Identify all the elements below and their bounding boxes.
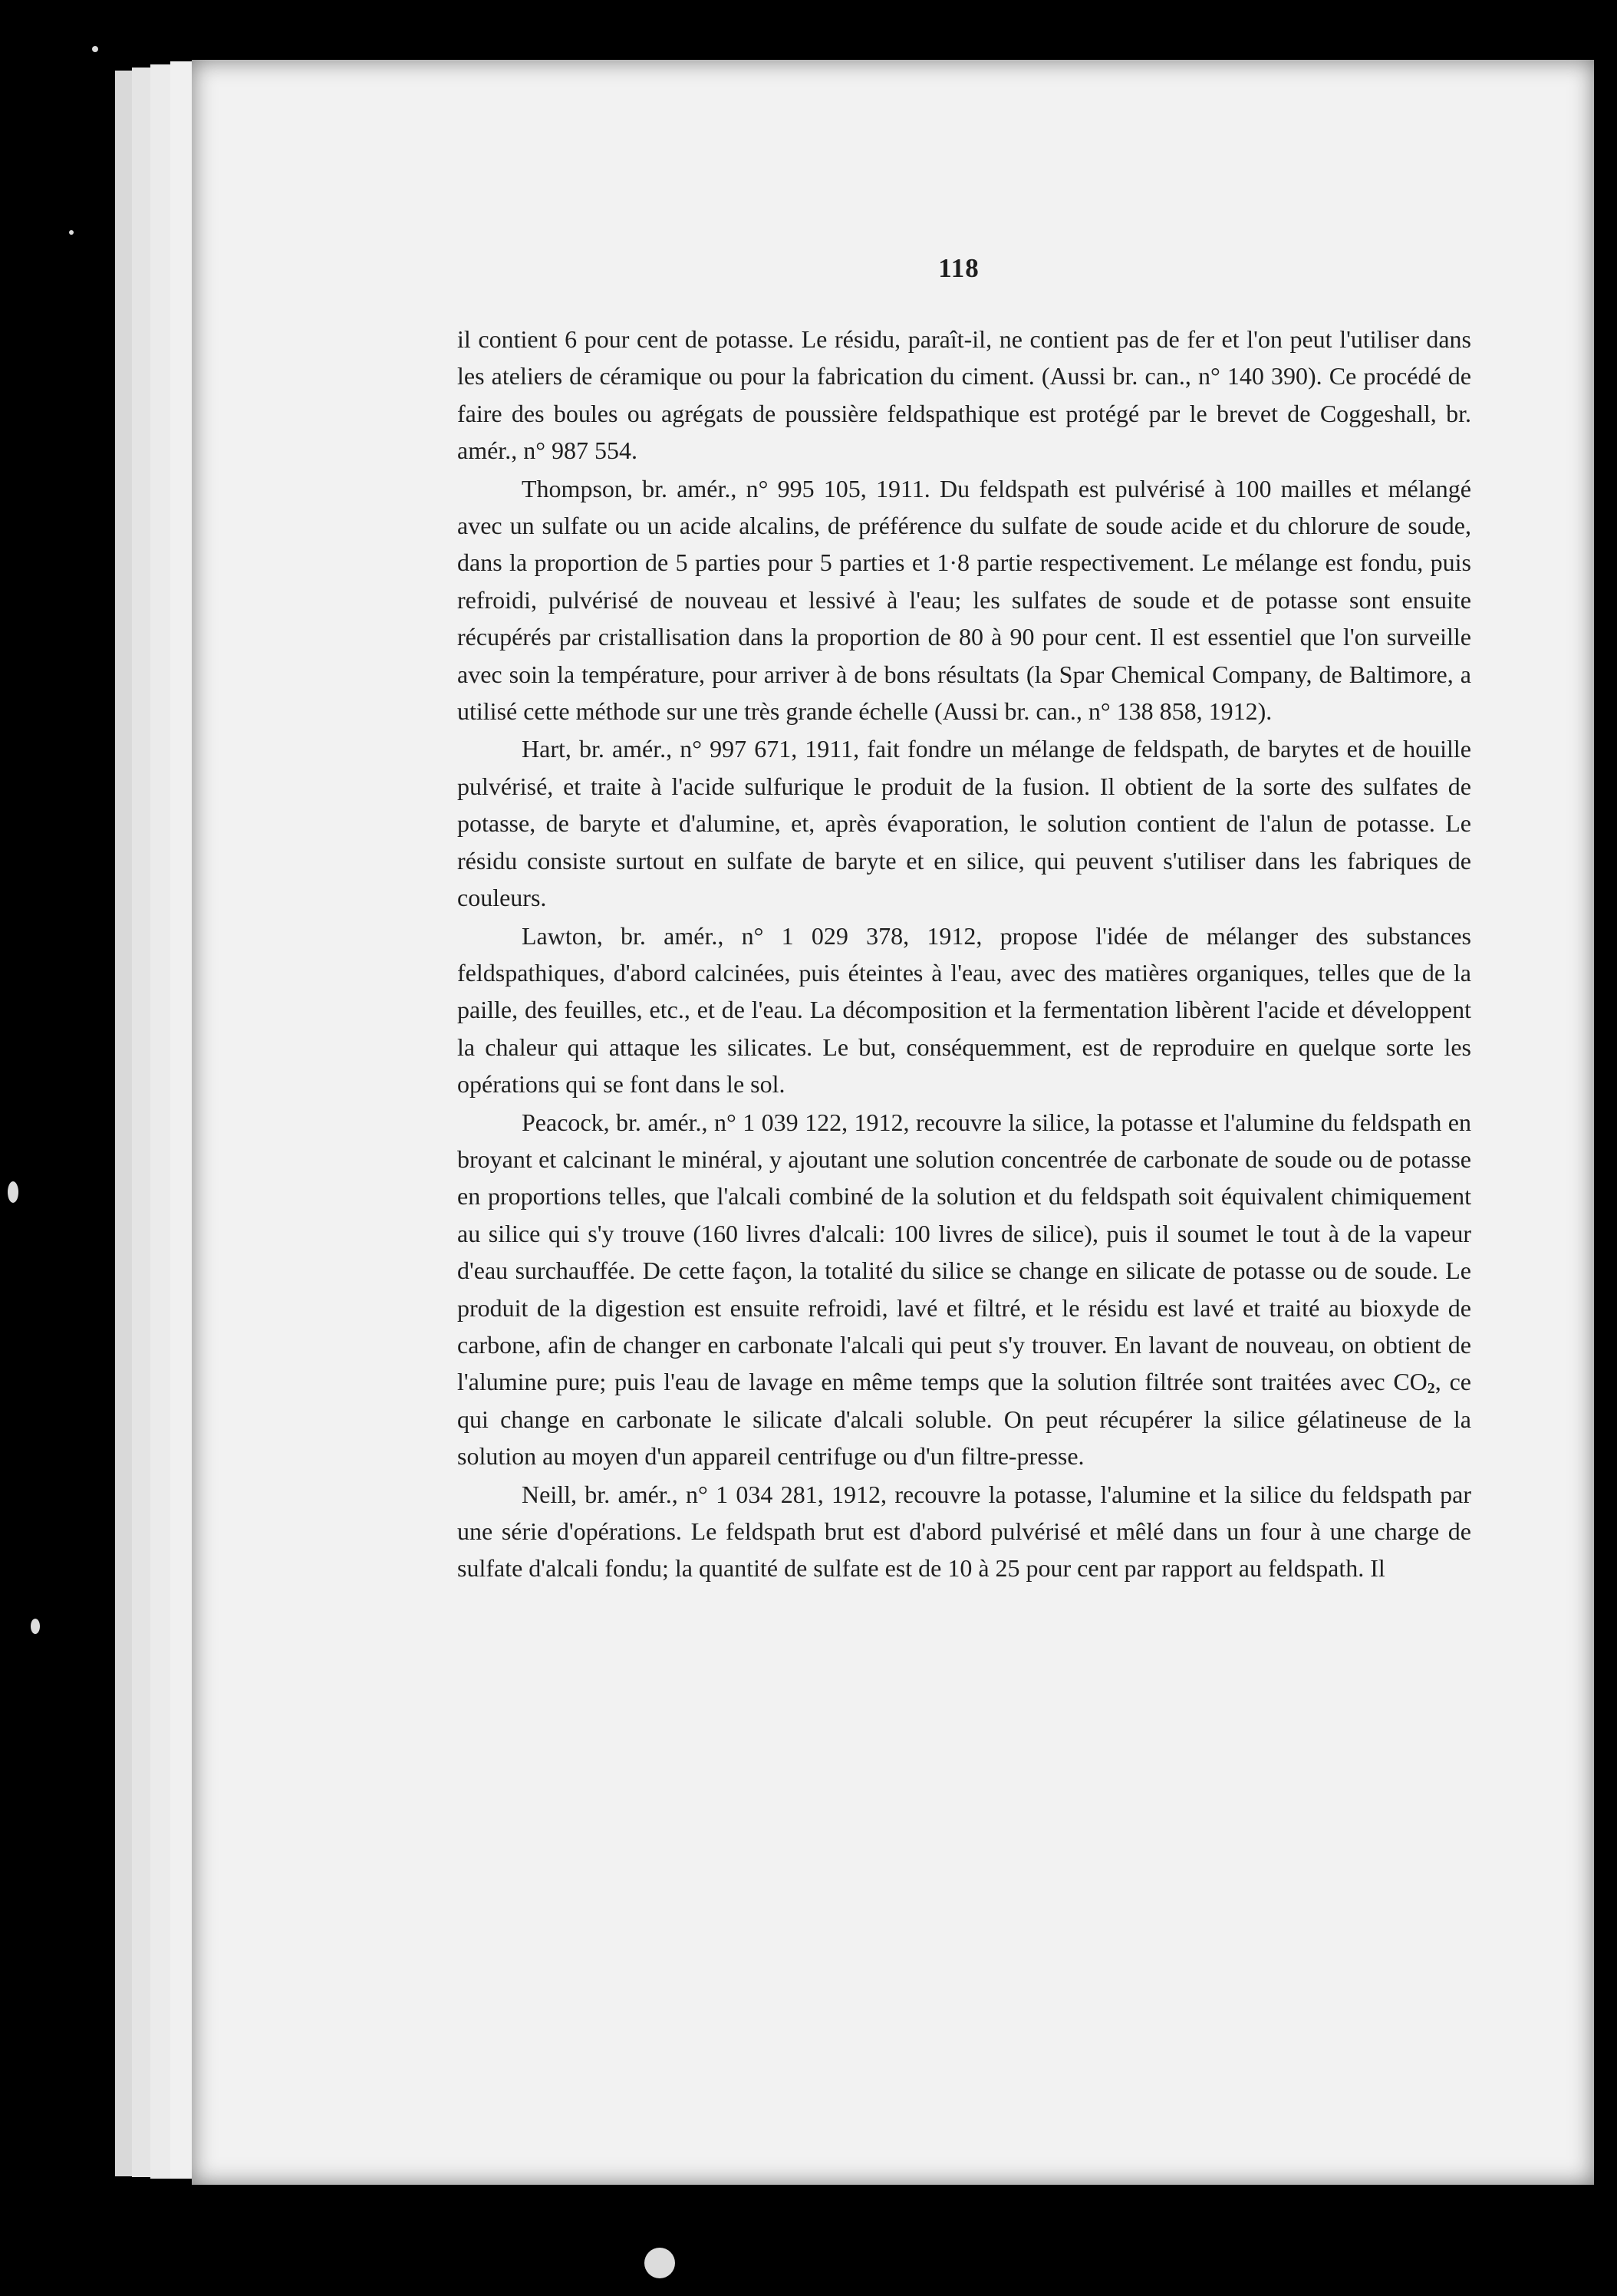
scan-speck: [31, 1619, 40, 1634]
paragraph: Lawton, br. amér., n° 1 029 378, 1912, propose l'idée de mélanger des substances feldspathiques, d'abord calcinées, puis éteintes à l'eau, avec des matières organiques, telles que de la paille, des feuilles, etc., et de l'eau. La décomposition et la fermentation libèrent l'acide et développent la chaleur qui attaque les silicates. Le but, conséquemment, est de reproduire en quelque sorte les opérations qui se font dans le sol.: [457, 921, 1471, 1099]
paragraph-text: Peacock, br. amér., n° 1 039 122, 1912, recouvre la silice, la potasse et l'alumine du feldspath en broyant et calcinant le minéral, y ajoutant une solution concentrée de carbonate de soude ou de potasse en proportions telles, que l'alcali combiné de la solution et du feldspath soit équivalent chimiquement au silice qui s'y trouve (160 livres d'alcali: 100 livres de silice), puis il soumet le tout à de la vapeur d'eau surchauffée. De cette façon, la totalité du silice se change en silicate de potasse ou de soude. Le produit de la digestion est ensuite refroidi, lavé et filtré, et le résidu est lavé et traité au bioxyde de carbone, afin de changer en carbonate l'alcali qui peut s'y trouver. En lavant de nouveau, on obtient de l'alumine pure; puis l'eau de lavage en même temps que la solution filtrée sont traitées avec CO: [457, 1108, 1471, 1396]
body-text: [457, 321, 1471, 1587]
paragraph-text: , ce qui change en carbonate le silicate d'alcali soluble. On peut récupérer la silice gélatineuse de la solution au moyen d'un appareil centrifuge ou d'un filtre-presse.: [457, 1368, 1472, 1471]
scan-speck: [92, 46, 98, 52]
subscript: 2: [1427, 1380, 1435, 1398]
paragraph: Hart, br. amér., n° 997 671, 1911, fait fondre un mélange de feldspath, de barytes et de houille pulvérisé, et traite à l'acide sulfurique le produit de la fusion. Il obtient de la sorte des sulfates de potasse, de baryte et d'alumine, et, après évaporation, le solution contient de l'alun de potasse. Le résidu consiste surtout en sulfate de baryte et en silice, qui peuvent s'utiliser dans les fabriques de couleurs.: [457, 735, 1471, 912]
paragraph: [457, 1104, 1471, 1475]
scan-speck: [69, 230, 74, 235]
paragraph: Neill, br. amér., n° 1 034 281, 1912, recouvre la potasse, l'alumine et la silice du feldspath par une série d'opérations. Le feldspath brut est d'abord pulvérisé et mêlé dans un four à une charge de sulfate d'alcali fondu; la quantité de sulfate est de 10 à 25 pour cent par rapport au feldspath. Il: [457, 1480, 1471, 1583]
scan-speck: [644, 2248, 675, 2278]
paragraph: il contient 6 pour cent de potasse. Le résidu, paraît-il, ne contient pas de fer et l'on peut l'utiliser dans les ateliers de céramique ou pour la fabrication du ciment. (Aussi br. can., n° 140 390). Ce procédé de faire des boules ou agrégats de poussière feldspathique est protégé par le brevet de Coggeshall, br. amér., n° 987 554.: [457, 325, 1471, 465]
scan-speck: [8, 1181, 18, 1203]
paragraph: Thompson, br. amér., n° 995 105, 1911. Du feldspath est pulvérisé à 100 mailles et mélangé avec un sulfate ou un acide alcalins, de préférence du sulfate de soude acide et du chlorure de soude, dans la proportion de 5 parties pour 5 parties et 1·8 partie respectivement. Le mélange est fondu, puis refroidi, pulvérisé de nouveau et lessivé à l'eau; les sulfates de soude et de potasse sont ensuite récupérés par cristallisation dans la proportion de 80 à 90 pour cent. Il est essentiel que l'on surveille avec soin la température, pour arriver à de bons résultats (la Spar Chemical Company, de Baltimore, a utilisé cette méthode sur une très grande échelle (Aussi br. can., n° 138 858, 1912).: [457, 474, 1471, 726]
page-number: 118: [938, 253, 980, 283]
